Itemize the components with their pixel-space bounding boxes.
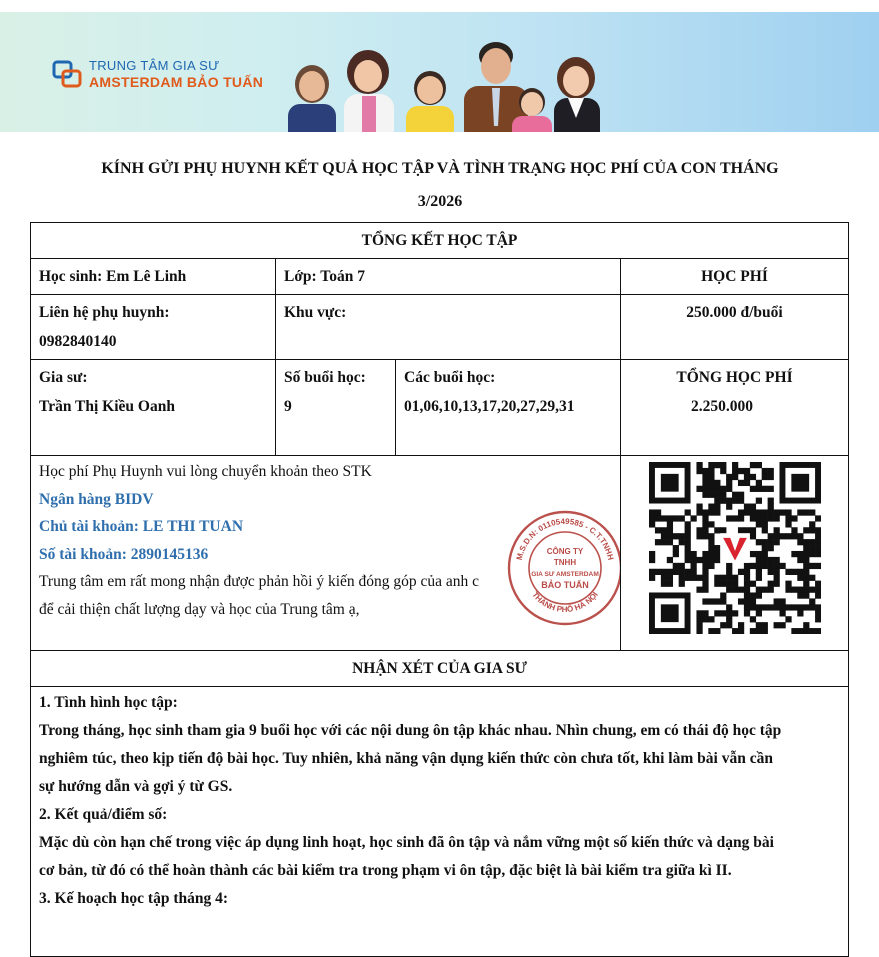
- section-2-line: Mặc dù còn hạn chế trong việc áp dụng linh hoạt, học sinh đã ôn tập và nắm vững một số kiến thức và dạng bài: [39, 834, 774, 851]
- tutor-name: Trần Thị Kiều Oanh: [39, 398, 175, 415]
- logo-text-brand: AMSTERDAM BẢO TUẤN: [89, 74, 264, 90]
- bank-name: Ngân hàng BIDV: [39, 490, 154, 508]
- total-cell: [621, 360, 849, 456]
- section-3-title: 3. Kế hoạch học tập tháng 4:: [39, 890, 229, 907]
- stamp-line1: CÔNG TY: [546, 547, 584, 556]
- payment-intro: Học phí Phụ Huynh vui lòng chuyển khoản theo STK: [39, 463, 372, 480]
- dates-value: 01,06,10,13,17,20,27,29,31: [404, 398, 575, 415]
- banner-people-photo: [270, 26, 610, 132]
- section-2-line: cơ bản, từ đó có thể hoàn thành các bài kiểm tra trong phạm vi ôn tập, đặc biệt là bài kiểm tra giữa kì II.: [39, 862, 732, 879]
- sessions-label: Số buổi học:: [284, 369, 366, 386]
- parent-contact: [31, 295, 276, 360]
- feedback-note-line2: để cải thiện chất lượng dạy và học của Trung tâm ạ,: [39, 600, 360, 618]
- tutor-review: [31, 687, 849, 957]
- section-1-line: Trong tháng, học sinh tham gia 9 buổi học với các nội dung ôn tập khác nhau. Nhìn chung, em có thái độ học tập: [39, 722, 782, 739]
- account-number: Số tài khoản: 2890145136: [39, 545, 209, 563]
- section-1-line: sự hướng dẫn và gợi ý từ GS.: [39, 778, 233, 795]
- tutor-label: Gia sư:: [39, 369, 88, 386]
- sessions-cell: [276, 360, 396, 456]
- fee-per-session: 250.000 đ/buổi: [621, 295, 849, 360]
- qr-cell: [621, 456, 849, 651]
- total-value: 2.250.000: [691, 398, 753, 415]
- logo-text-top: TRUNG TÂM GIA SƯ: [89, 58, 220, 73]
- parent-phone: 0982840140: [39, 333, 117, 350]
- account-owner: Chủ tài khoản: LE THI TUAN: [39, 518, 244, 535]
- table-row: [31, 360, 849, 456]
- student-name: Học sinh: Em Lê Linh: [31, 259, 276, 295]
- stamp-line4: BẢO TUẤN: [541, 580, 589, 590]
- stamp-ring-top: M.S.D.N: 0110549585 - C.T.TNHH: [514, 516, 616, 561]
- review-row: [31, 687, 849, 957]
- area-label: Khu vực:: [276, 295, 621, 360]
- stamp-ring-bottom: THÀNH PHỐ HÀ NỘI: [530, 590, 600, 615]
- report-title: KÍNH GỬI PHỤ HUYNH KẾT QUẢ HỌC TẬP VÀ TÌNH TRẠNG HỌC PHÍ CỦA CON THÁNG: [101, 160, 779, 177]
- review-header: NHẬN XÉT CỦA GIA SƯ: [31, 651, 849, 687]
- section-1-title: 1. Tình hình học tập:: [39, 694, 178, 711]
- total-label: TỔNG HỌC PHÍ: [676, 369, 793, 386]
- section-2-title: 2. Kết quả/điểm số:: [39, 806, 168, 823]
- section-1-line: nghiêm túc, theo kịp tiến độ bài học. Tuy nhiên, khả năng vận dụng kiến thức còn chưa tốt, khi làm bài vẫn cần: [39, 750, 773, 767]
- sessions-count: 9: [284, 398, 292, 415]
- stamp-line2: TNHH: [553, 558, 577, 567]
- qr-code-icon: [649, 462, 821, 634]
- report-month: 3/2026: [417, 193, 463, 210]
- header-banner: [0, 12, 879, 132]
- report-table: [30, 222, 849, 957]
- summary-header: TỔNG KẾT HỌC TẬP: [31, 223, 849, 259]
- stamp-line3: GIA SƯ AMSTERDAM: [531, 571, 599, 578]
- parent-contact-label: Liên hệ phụ huynh:: [39, 304, 170, 321]
- table-row: [31, 295, 849, 360]
- dates-cell: [396, 360, 621, 456]
- fee-header: HỌC PHÍ: [621, 259, 849, 295]
- table-row: [31, 259, 849, 295]
- summary-header-row: [31, 223, 849, 259]
- payment-info: [31, 456, 621, 651]
- feedback-note-line1: Trung tâm em rất mong nhận được phản hồi ý kiến đóng góp của anh c: [39, 573, 480, 590]
- payment-row: [31, 456, 849, 651]
- center-logo-icon: [52, 60, 82, 88]
- review-header-row: [31, 651, 849, 687]
- dates-label: Các buổi học:: [404, 369, 496, 386]
- tutor-cell: [31, 360, 276, 456]
- company-stamp: [505, 508, 621, 628]
- class-name: Lớp: Toán 7: [276, 259, 621, 295]
